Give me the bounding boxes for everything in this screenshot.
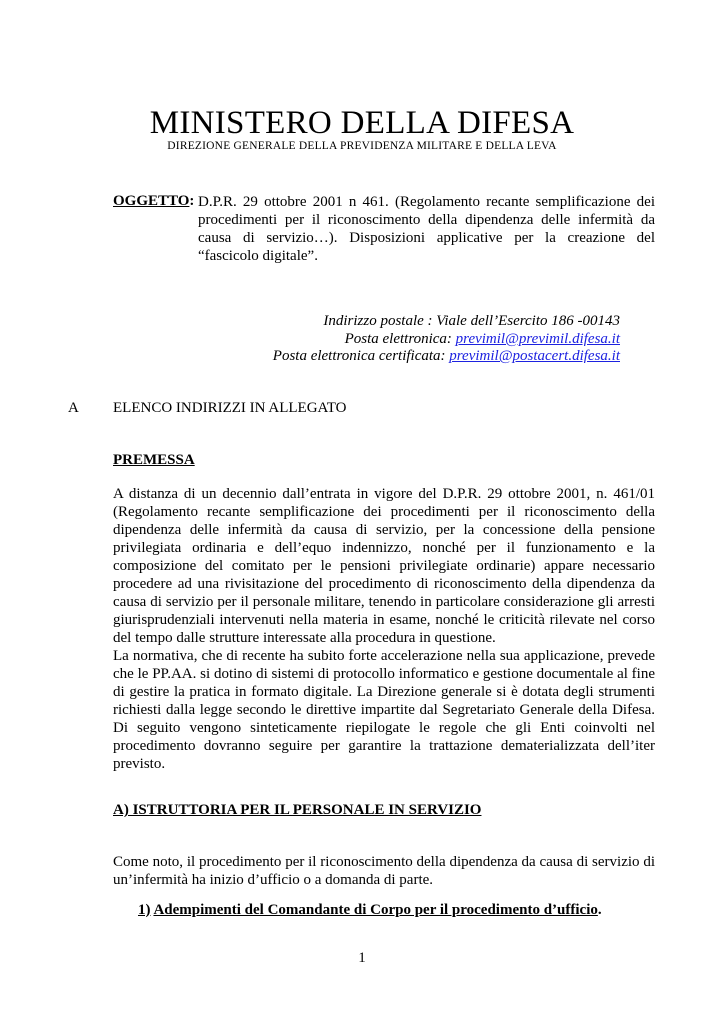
- recipient-text: ELENCO INDIRIZZI IN ALLEGATO: [113, 400, 347, 416]
- oggetto-text: D.P.R. 29 ottobre 2001 n 461. (Regolamento recante semplificazione dei procedimenti per il riconoscimento della dipendenza delle infermità da causa di servizio…). Disposizioni applicative per la creazione del “fascicolo digitale”.: [198, 194, 655, 264]
- premessa-paragraph-1: A distanza di un decennio dall’entrata in vigore del D.P.R. 29 ottobre 2001, n. 461/01 (Regolamento recante semplificazione dei procedimenti per il riconoscimento della dipendenza delle infermità da causa di servizio, per la concessione della pensione privilegiata ordinaria e dell’equo indennizzo, nonché per il funzionamento e la composizione del comitato per le pensioni privilegiate ordinarie) appare necessario procedere ad una rivisitazione del procedimento di riconoscimento della dipendenza da causa di servizio per il personale militare, tenendo in particolare considerazione gli arresti giurisprudenziali intervenuti nella materia in esame, nonché le criticità rilevate nel corso del tempo dalle strutture interessate alla procedura in questione.: [113, 486, 655, 646]
- subsection-1-period: .: [597, 902, 602, 918]
- oggetto-label: [113, 193, 194, 210]
- recipient-prefix: A: [68, 400, 79, 416]
- section-a-heading: A) ISTRUTTORIA PER IL PERSONALE IN SERVIZIO: [113, 802, 482, 818]
- email-link[interactable]: previmil@previmil.difesa.it: [455, 331, 620, 347]
- email-line: [345, 330, 620, 348]
- document-title: MINISTERO DELLA DIFESA: [149, 105, 575, 141]
- oggetto-label-text: OGGETTO: [113, 193, 190, 209]
- pec-label: Posta elettronica certificata:: [272, 348, 450, 364]
- pec-line: [273, 347, 620, 365]
- premessa-body: [113, 485, 655, 773]
- document-subtitle: DIREZIONE GENERALE DELLA PREVIDENZA MILITARE E DELLA LEVA: [167, 140, 557, 152]
- oggetto-colon: :: [189, 193, 195, 209]
- section-a-paragraph: Come noto, il procedimento per il riconoscimento della dipendenza da causa di servizio di un’infermità ha inizio d’ufficio o a domanda di parte.: [113, 854, 655, 888]
- page-number: 1: [358, 950, 366, 966]
- subsection-1-number: 1): [138, 902, 151, 918]
- email-label: Posta elettronica:: [344, 331, 456, 347]
- premessa-paragraph-2: La normativa, che di recente ha subito forte accelerazione nella sua applicazione, prevede che le PP.AA. si dotino di sistemi di protocollo informatico e gestione documentale al fine di gestire la pratica in formato digitale. La Direzione generale si è dotata degli strumenti richiesti dalla legge secondo le direttive impartite dal Segretariato Generale della Difesa. Di seguito vengono sinteticamente riepilogate le regole che gli Enti coinvolti nel procedimento dovranno seguire per garantire la trattazione dematerializzata dell’iter previsto.: [113, 648, 655, 772]
- postal-address: Indirizzo postale : Viale dell’Esercito 186 -00143: [323, 313, 620, 329]
- subsection-1-heading: [138, 902, 602, 919]
- subsection-1-title: Adempimenti del Comandante di Corpo per il procedimento d’ufficio: [153, 902, 598, 918]
- pec-link[interactable]: previmil@postacert.difesa.it: [449, 348, 620, 364]
- premessa-heading: PREMESSA: [113, 452, 195, 468]
